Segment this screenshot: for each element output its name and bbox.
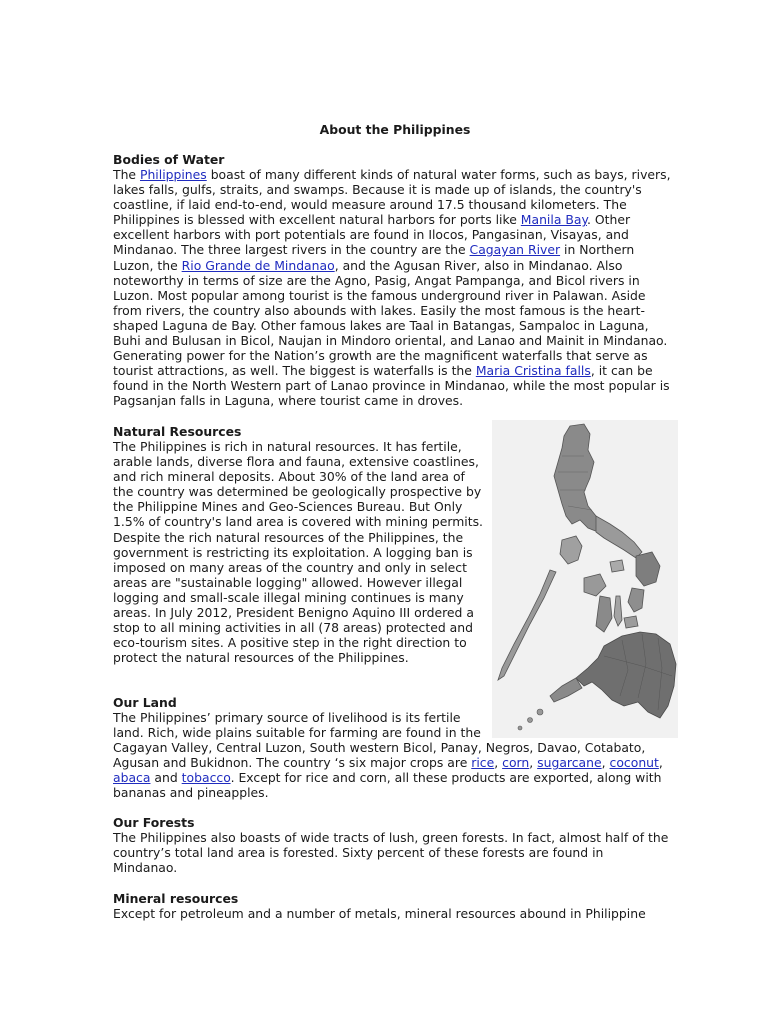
text-run: the country was determined be geologically prospective by [113,484,482,500]
link-coconut[interactable]: coconut [609,755,659,771]
text-line [113,348,683,363]
link-manila-bay[interactable]: Manila Bay [520,212,588,228]
text-line [113,212,683,227]
text-line [113,545,493,560]
text-run: noteworthy in terms of size are the Agno, Pasig, Angat Pampanga, and Bicol rivers in [113,272,640,288]
text-line [113,454,493,469]
text-run: Despite the rich natural resources of the Philippines, the [113,529,464,545]
text-line [113,725,683,740]
text-run: Buhi and Bulusan in Bicol, Naujan in Mindoro oriental, and Lanao and Mainit in Mindanao. [113,333,668,349]
text-run: lakes falls, gulfs, straits, and swamps. Because it is made up of islands, the country's [113,182,642,198]
text-line [113,785,683,800]
text-line [113,590,493,605]
text-run: , [529,755,538,771]
text-run: The [113,167,140,182]
text-run: , [494,755,503,771]
text-run: imposed on many areas of the country and only in select [113,559,467,575]
text-run: found in the North Western part of Lanao province in Mindanao, while the most popular is [113,378,670,394]
text-run: boast of many different kinds of natural water forms, such as bays, rivers, [206,167,671,182]
paragraph-bodies-of-water [113,167,683,409]
text-line [113,393,683,408]
text-line [113,242,683,257]
text-run: Agusan and Bukidnon. The country ‘s six major crops are [113,755,472,771]
paragraph-our-forests [113,830,683,875]
text-run: Mindanao. The three largest rivers in the country are the [113,242,470,258]
philippines-map [492,420,678,738]
text-run: and rich mineral deposits. About 30% of the land area of [113,469,465,485]
text-run: logging and small-scale illegal mining continues is many [113,589,464,605]
text-line [113,288,683,303]
text-run: areas. In July 2012, President Benigno Aquino III ordered a [113,605,474,621]
text-line [113,333,683,348]
text-line [113,620,493,635]
text-line [113,710,683,725]
text-line [113,363,683,378]
text-line [113,318,683,333]
heading-bodies-of-water: Bodies of Water [113,152,225,167]
link-rice[interactable]: rice [471,755,495,771]
text-run: Pagsanjan falls in Laguna, where tourist came in droves. [113,393,464,409]
link-maria-cristina-falls[interactable]: Maria Cristina falls [475,363,591,379]
text-run: 1.5% of country's land area is covered with mining permits. [113,514,484,530]
text-run: bananas and pineapples. [113,785,269,801]
text-line [113,845,683,860]
text-run: Mindanao. [113,860,178,876]
link-cagayan-river[interactable]: Cagayan River [469,242,561,258]
text-run: government is restricting its exploitation. A logging ban is [113,544,473,560]
link-philippines[interactable]: Philippines [139,167,207,182]
text-run: , [658,755,663,771]
text-run: Generating power for the Nation’s growth are the magnificent waterfalls that serve as [113,348,648,364]
text-run: Philippines is blessed with excellent natural harbors for ports like [113,212,521,228]
text-run: and [150,770,182,786]
text-run: in Northern [560,242,635,258]
heading-our-land: Our Land [113,695,177,710]
text-line [113,860,683,875]
link-tobacco[interactable]: tobacco [181,770,231,786]
link-abaca[interactable]: abaca [113,770,151,786]
text-run: Cagayan Valley, Central Luzon, South western Bicol, Panay, Negros, Davao, Cotabato, [113,740,646,756]
text-run: The Philippines also boasts of wide tracts of lush, green forests. In fact, almost half of the [113,830,669,845]
paragraph-mineral-resources [113,906,683,921]
paragraph-natural-resources [113,439,493,665]
text-run: protect the natural resources of the Philippines. [113,650,409,666]
text-line [113,575,493,590]
text-run: , and the Agusan River, also in Mindanao. Also [334,257,623,273]
text-run: The Philippines is rich in natural resources. It has fertile, [113,439,462,454]
text-line [113,303,683,318]
text-line [113,227,683,242]
text-run: eco-tourism sites. A positive step in the right direction to [113,635,467,651]
text-line [113,439,493,454]
text-run: arable lands, diverse flora and fauna, extensive coastlines, [113,454,479,470]
text-run: , it can be [590,363,653,379]
text-run: country’s total land area is forested. Sixty percent of these forests are found in [113,845,604,861]
text-line [113,514,493,529]
text-run: coastline, if laid end-to-end, would measure around 17.5 thousand kilometers. The [113,197,627,213]
text-run: , [601,755,610,771]
link-sugarcane[interactable]: sugarcane [537,755,602,771]
text-run: . Except for rice and corn, all these products are exported, along with [230,770,662,786]
text-line [113,530,493,545]
text-line [113,167,683,182]
text-run: The Philippines’ primary source of livelihood is its fertile [113,710,461,725]
text-line [113,770,683,785]
text-line [113,182,683,197]
text-run: from rivers, the country also abounds with lakes. Easily the most famous is the heart- [113,302,645,318]
text-run: Luzon, the [113,257,182,273]
text-line [113,378,683,393]
text-run: Except for petroleum and a number of metals, mineral resources abound in Philippine [113,906,646,921]
paragraph-our-land [113,710,683,801]
text-run: . Other [587,212,631,228]
text-line [113,650,493,665]
text-run: stop to all mining activities in all (78 areas) protected and [113,620,473,636]
link-corn[interactable]: corn [502,755,530,771]
text-line [113,635,493,650]
text-run: Luzon. Most popular among tourist is the famous underground river in Palawan. Aside [113,287,646,303]
text-line [113,605,493,620]
text-line [113,273,683,288]
text-line [113,740,683,755]
text-run: excellent harbors with port potentials are found in Ilocos, Pangasinan, Visayas, and [113,227,629,243]
text-run: shaped Laguna de Bay. Other famous lakes are Taal in Batangas, Sampaloc in Laguna, [113,317,649,333]
heading-mineral-resources: Mineral resources [113,891,239,906]
text-line [113,906,683,921]
text-line [113,469,493,484]
text-run: land. Rich, wide plains suitable for farming are found in the [113,725,481,741]
text-line [113,755,683,770]
text-run: areas are "sustainable logging" allowed. However illegal [113,574,463,590]
link-rio-grande-de-mindanao[interactable]: Rio Grande de Mindanao [181,257,335,273]
text-line [113,484,493,499]
heading-our-forests: Our Forests [113,815,195,830]
text-line [113,258,683,273]
text-line [113,560,493,575]
text-line [113,197,683,212]
text-line [113,830,683,845]
heading-natural-resources: Natural Resources [113,424,242,439]
text-run: the Philippine Mines and Geo-Sciences Bureau. But Only [113,499,463,515]
page-title: About the Philippines [319,122,471,137]
text-line [113,499,493,514]
text-run: tourist attractions, as well. The biggest is waterfalls is the [113,363,476,379]
